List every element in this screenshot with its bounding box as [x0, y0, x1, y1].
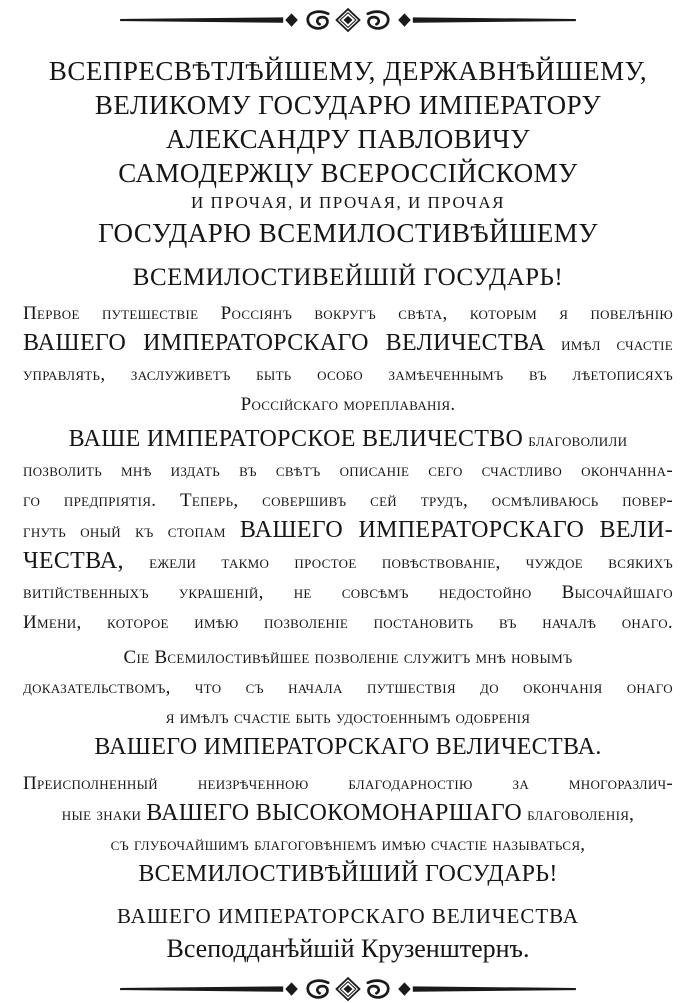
text-line [23, 578, 673, 608]
text-segment: позволить мнѣ издать въ свѣтъ описаніе сего счастливо окончанна- [23, 460, 673, 481]
text-line [23, 360, 673, 390]
dedication-heading [0, 54, 696, 250]
royal-title-segment: ВАШЕ ИМПЕРАТОРСКОЕ ВЕЛИЧЕСТВО [68, 426, 524, 452]
text-segment: ежели такмо простое повѣствованіе, чуждое всякихъ [123, 552, 673, 573]
royal-title-segment: ВАШЕГО ИМПЕРАТОРСКАГО ВЕЛИЧЕСТВА [23, 330, 546, 356]
text-line [23, 608, 673, 638]
text-segment: благоволили [523, 430, 628, 451]
text-segment: Россійскаго мореплаванія. [240, 394, 456, 415]
ornament-divider-icon [118, 967, 578, 1003]
text-segment: Первое путешествіе Россіянъ вокругъ свѣта, которым я повелѣнію [23, 303, 673, 324]
royal-title-segment: ВАШЕГО ВЫСОКОМОНАРШАГО [146, 800, 523, 826]
text-line [23, 860, 673, 891]
paragraph [23, 769, 673, 891]
text-segment: ные знаки [61, 804, 147, 825]
heading-line: САМОДЕРЖЦУ ВСЕРОССІЙСКОМУ [118, 158, 578, 188]
royal-title-segment: ЧЕСТВА, [23, 548, 124, 574]
text-line [23, 329, 673, 360]
text-segment: Имени, которое имѣю позволеніе постановить въ началѣ онаго. [23, 612, 673, 633]
text-line [23, 299, 673, 329]
heading-line: И ПРОЧАЯ, И ПРОЧАЯ, И ПРОЧАЯ [191, 193, 505, 212]
text-segment: го предпріятія. Теперь, совершивъ сей трудъ, осмѣливаюсь повер- [23, 490, 673, 511]
text-line [23, 456, 673, 486]
text-line [23, 547, 673, 578]
text-line [23, 425, 673, 456]
salutation-line: ВСЕМИЛОСТИВЕЙШІЙ ГОСУДАРЬ! [132, 264, 564, 291]
text-line [23, 799, 673, 830]
text-segment: Преисполненный неизрѣченною благодарностію за многоразлич- [23, 773, 673, 794]
text-line [23, 390, 673, 420]
text-segment: я имѣлъ счастіе быть удостоеннымъ одобренія [165, 707, 531, 728]
heading-line: ВЕЛИКОМУ ГОСУДАРЮ ИМПЕРАТОРУ [94, 90, 602, 120]
dedication-body [0, 299, 696, 891]
text-segment: гнуть оный къ стопам [23, 521, 240, 542]
paragraph [23, 643, 673, 764]
paragraph [23, 425, 673, 638]
signature-name: Всеподданѣйшій Крузенштернъ. [166, 934, 530, 963]
signature-title: ВАШЕГО ИМПЕРАТОРСКАГО ВЕЛИЧЕСТВА [116, 904, 580, 928]
text-line [23, 486, 673, 516]
paragraph [23, 299, 673, 420]
text-segment: благоволенія, [522, 804, 635, 825]
ornament-divider-icon [118, 0, 578, 34]
text-line [23, 516, 673, 547]
royal-title-segment: ВАШЕГО ИМПЕРАТОРСКАГО ВЕЛИ- [239, 517, 673, 543]
text-segment: управлять, заслуживетъ быть особо замѣеченнымъ въ лѣетописяхъ [23, 364, 673, 385]
text-segment: имѣл счастіе [545, 334, 673, 355]
royal-title-segment: ВАШЕГО ИМПЕРАТОРСКАГО ВЕЛИЧЕСТВА. [94, 734, 602, 760]
text-line [23, 830, 673, 860]
heading-line: ВСЕПРЕСВѢТЛѢЙШЕМУ, ДЕРЖАВНѢЙШЕМУ, [48, 56, 648, 86]
text-line [23, 733, 673, 764]
text-segment: съ глубочайшимъ благоговѣніемъ имѣю счастіе называться, [110, 834, 586, 855]
text-line [23, 673, 673, 703]
text-segment: витійственныхъ украшеній, не совсѣмъ недостойно Высочайшаго [23, 582, 673, 603]
heading-line: ГОСУДАРЮ ВСЕМИЛОСТИВѢЙШЕМУ [98, 218, 598, 248]
text-segment: Сіе Всемилостивѣйшее позволеніе служитъ мнѣ новымъ [123, 647, 573, 668]
text-line [23, 643, 673, 673]
heading-line: АЛЕКСАНДРУ ПАВЛОВИЧУ [166, 124, 530, 154]
text-line [23, 703, 673, 733]
text-segment: доказательствомъ, что съ начала путшествія до окончанія онаго [23, 677, 673, 698]
royal-title-segment: ВСЕМИЛОСТИВѢЙШИЙ ГОСУДАРЬ! [138, 861, 558, 887]
text-line [23, 769, 673, 799]
signature-block [0, 901, 696, 967]
